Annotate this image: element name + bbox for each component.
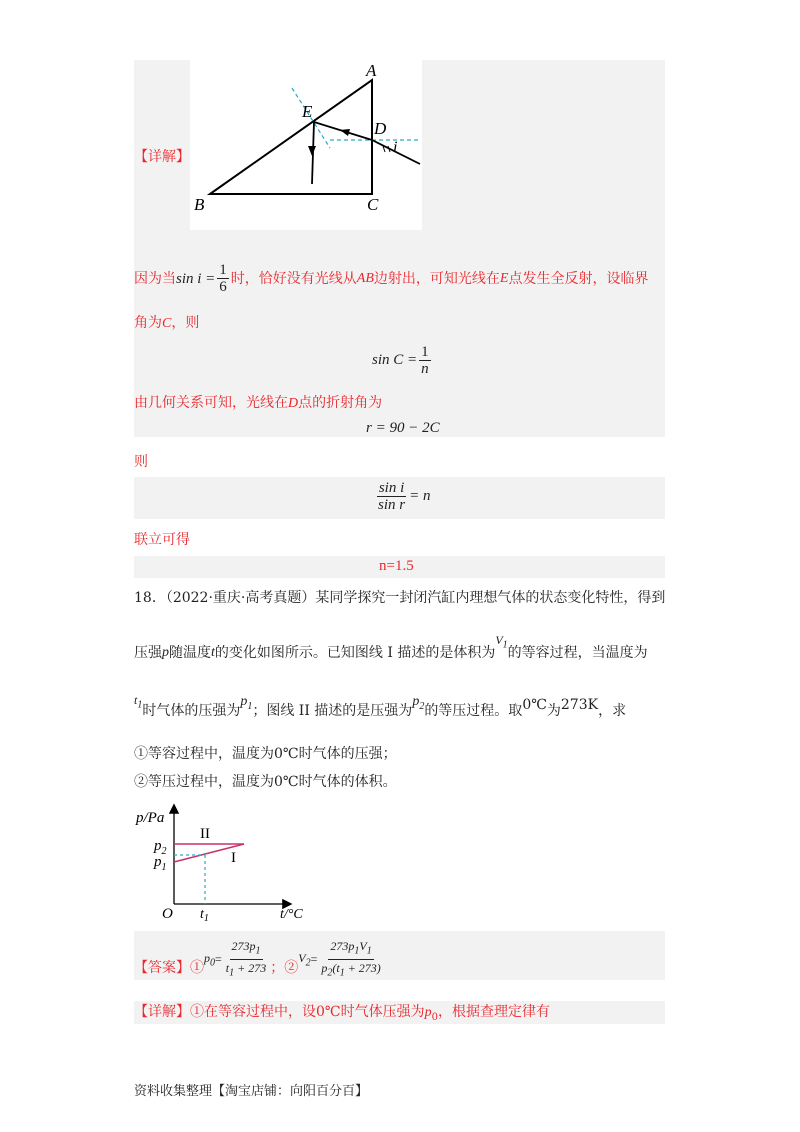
explain-line-3 [134, 393, 382, 414]
result-n: n=1.5 [379, 558, 414, 574]
explain-line-2 [134, 313, 199, 334]
sub: 2 [327, 967, 333, 979]
rest: + 273 [234, 961, 267, 976]
text: 角为 [134, 315, 162, 331]
n: 273p [330, 939, 355, 953]
symbol-p1 [240, 692, 252, 717]
sub: 1 [247, 701, 253, 713]
label-I: I [231, 850, 236, 866]
label-i: i [393, 139, 398, 156]
q18-sub-2 [134, 772, 397, 792]
fraction-den: sin r [378, 497, 406, 513]
p0 [204, 951, 215, 968]
text: ①在等容过程中，设 [190, 1004, 316, 1020]
label-E: E [302, 102, 313, 121]
text: 为 [546, 702, 561, 719]
text: ；图线 II 描述的是压强为 [252, 702, 413, 719]
label-C: C [367, 195, 379, 214]
label-A: A [366, 61, 377, 80]
eq-lhs: sin C = [372, 352, 418, 368]
origin-label: O [162, 906, 173, 922]
text: 时气体的体积。 [298, 774, 397, 790]
sub: 1 [137, 699, 143, 711]
sub: 1 [502, 639, 508, 651]
text: 时气体的压强为 [142, 702, 241, 719]
text-d: D [288, 396, 299, 411]
fraction-den [319, 960, 382, 981]
zero-celsius: 0℃ [522, 696, 547, 713]
q18-line-1: 18．（2022·重庆·高考真题）某同学探究一封闭汽缸内理想气体的状态变化特性，得到 [134, 590, 666, 606]
footer: 资料收集整理【淘宝店铺：向阳百分百】 [134, 1084, 369, 1099]
text: 的变化如图所示。已知图线 I 描述的是体积为 [214, 644, 496, 661]
p2-label: $p_2$ [154, 838, 167, 857]
fraction-one-sixth [217, 262, 229, 295]
text-lianli: 联立可得 [134, 532, 190, 548]
p: p [412, 694, 420, 710]
answer-line [134, 938, 385, 982]
text-ze: 则 [134, 454, 148, 470]
t: t [225, 961, 230, 976]
n: 273p [231, 939, 256, 953]
p: p [321, 961, 328, 976]
fraction-sin-ratio [376, 480, 407, 513]
sub: 2 [419, 701, 425, 713]
text: ①等容过程中，温度为 [134, 746, 274, 762]
p1-label: $p_1$ [154, 854, 167, 873]
sub: 0 [210, 957, 215, 969]
text: ②等压过程中，温度为 [134, 774, 274, 790]
text: ，则 [171, 315, 200, 331]
label-D: D [374, 119, 387, 138]
q18-sub-1 [134, 744, 397, 764]
symbol-p2 [412, 692, 424, 717]
sub: 1 [255, 945, 261, 957]
text: 点的折射角为 [298, 395, 383, 411]
fraction-num: 1 [219, 262, 227, 278]
equation-snell [374, 480, 430, 513]
triangle-figure [190, 60, 422, 230]
answer-label: 【答案】① [134, 959, 204, 976]
sin-i-eq: sin i = [176, 270, 216, 287]
rest: (t [332, 961, 340, 976]
zero: 0 [316, 1004, 325, 1020]
text: ，求 [598, 702, 627, 719]
equals: = [215, 952, 222, 967]
symbol-t1 [134, 690, 142, 715]
v: V [359, 939, 367, 953]
equals: = [310, 952, 318, 967]
answer-fraction-2 [319, 938, 382, 982]
t: t [134, 693, 138, 707]
text: ℃时气体压强为 [324, 1004, 425, 1020]
detail-label: 【详解】 [134, 1004, 190, 1020]
fraction-num [328, 938, 373, 960]
equation-r: r = 90 − 2C [366, 420, 440, 436]
equation-sinC [372, 344, 433, 377]
text: 的等压过程。取 [424, 702, 523, 719]
sub: 1 [354, 945, 360, 957]
fraction-1-over-n [419, 344, 431, 377]
text: 随温度 [169, 644, 211, 661]
fraction-den: 6 [219, 279, 227, 295]
zero-celsius: 0℃ [274, 774, 299, 790]
fraction-num: sin i [378, 480, 405, 496]
sub: 1 [339, 967, 345, 979]
q18-line-2 [134, 633, 648, 665]
text: ，根据查理定律有 [437, 1004, 550, 1020]
label-B: B [194, 195, 205, 214]
p0: p [424, 1005, 432, 1020]
text-e: E [499, 270, 509, 286]
end: + 273) [344, 961, 381, 976]
sub: 2 [305, 957, 311, 969]
text: 由几何关系可知，光线在 [134, 395, 288, 411]
x-axis-label: t/°C [280, 907, 303, 922]
text: 边射出，可知光线在 [373, 270, 500, 287]
explain-line-1 [134, 262, 648, 295]
fraction-den [224, 960, 268, 981]
detail-label: 【详解】 [134, 149, 190, 165]
y-axis-label: p/Pa [136, 810, 165, 826]
symbol-t: t [211, 644, 215, 660]
text: 压强 [134, 644, 162, 661]
symbol-p: p [162, 644, 169, 660]
p: p [240, 694, 248, 710]
value-273k: 273K [560, 696, 599, 713]
detail2-line [134, 1002, 550, 1028]
text: 时气体的压强； [298, 746, 397, 762]
p: p [204, 951, 210, 966]
answer-sep: ；② [270, 959, 299, 976]
text: 点发生全反射，设临界 [508, 270, 649, 287]
symbol-v1 [495, 630, 507, 655]
answer-fraction-1 [224, 938, 268, 982]
eq-rhs: = n [409, 488, 431, 504]
fraction-num [230, 938, 263, 960]
v: V [298, 951, 306, 966]
sub: 0 [431, 1011, 438, 1023]
fraction-num: 1 [421, 344, 429, 360]
fraction-den: n [421, 361, 429, 377]
text-ab: AB [356, 270, 374, 286]
pt-graph [130, 800, 303, 925]
v2 [298, 951, 310, 968]
v: V [495, 633, 503, 647]
text: 因为当 [134, 270, 176, 287]
sub: 1 [366, 945, 372, 957]
zero-celsius: 0℃ [274, 746, 299, 762]
text: 的等容过程，当温度为 [507, 644, 648, 661]
text: 时，恰好没有光线从 [230, 270, 357, 287]
t1-label: $t_1$ [200, 907, 209, 924]
label-II: II [200, 826, 210, 842]
sub: 1 [229, 967, 235, 979]
text-c: C [162, 316, 172, 331]
q18-line-3 [134, 693, 627, 723]
